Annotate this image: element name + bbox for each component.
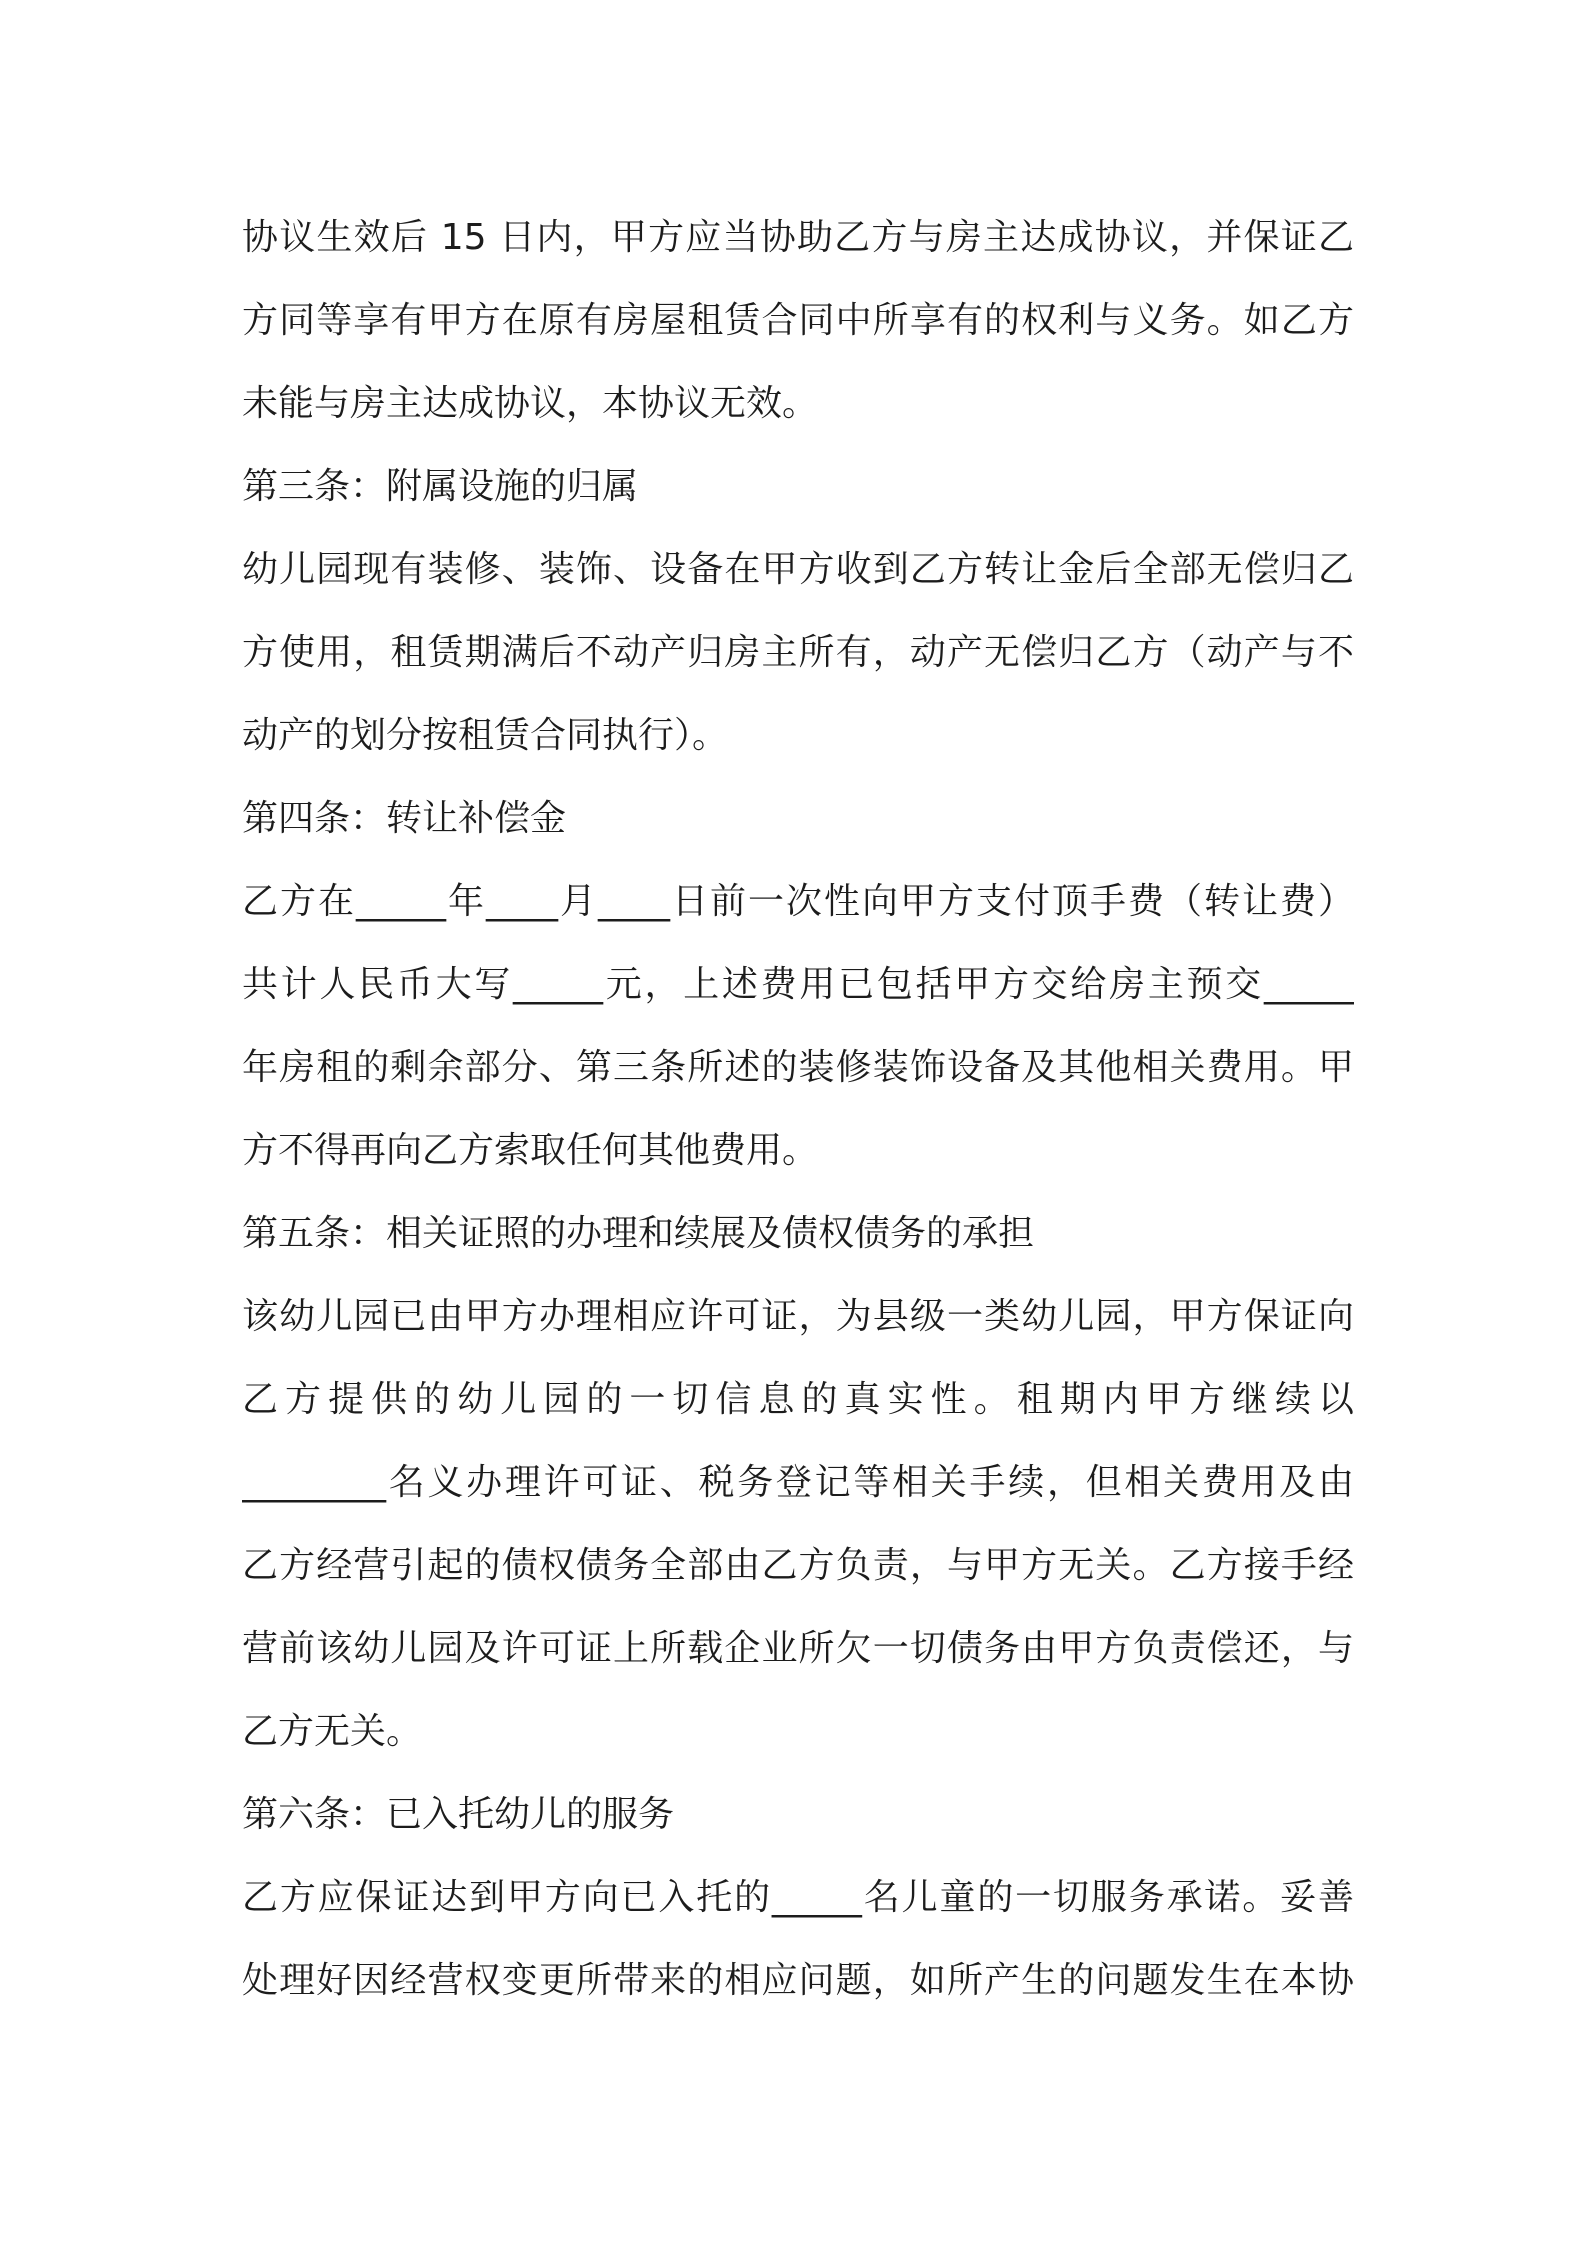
- paragraph-line: 乙方经营引起的债权债务全部由乙方负责，与甲方无关。乙方接手经: [242, 1545, 1354, 1586]
- paragraph-line: 该幼儿园已由甲方办理相应许可证，为县级一类幼儿园，甲方保证向: [242, 1296, 1354, 1337]
- paragraph-line: 方不得再向乙方索取任何其他费用。: [242, 1130, 819, 1171]
- paragraph-line: 协议生效后 15 日内，甲方应当协助乙方与房主达成协议，并保证乙: [242, 217, 1354, 258]
- article-3-heading: 第三条：附属设施的归属: [242, 466, 639, 507]
- paragraph-line: 幼儿园现有装修、装饰、设备在甲方收到乙方转让金后全部无偿归乙: [242, 549, 1354, 590]
- paragraph-line: 年房租的剩余部分、第三条所述的装修装饰设备及其他相关费用。甲: [242, 1047, 1354, 1088]
- document-body: [242, 196, 1354, 2022]
- paragraph-line: 乙方应保证达到甲方向已入托的_____名儿童的一切服务承诺。妥善: [242, 1877, 1354, 1918]
- article-6-heading: 第六条：已入托幼儿的服务: [242, 1794, 675, 1835]
- paragraph-line: ________名义办理许可证、税务登记等相关手续，但相关费用及由: [242, 1462, 1354, 1503]
- paragraph-line: 未能与房主达成协议，本协议无效。: [242, 383, 819, 424]
- paragraph-line: 处理好因经营权变更所带来的相应问题，如所产生的问题发生在本协: [242, 1960, 1354, 2001]
- article-4-heading: 第四条：转让补偿金: [242, 798, 567, 839]
- paragraph-line: 乙方无关。: [242, 1711, 423, 1752]
- article-5-heading: 第五条：相关证照的办理和续展及债权债务的承担: [242, 1213, 1035, 1254]
- paragraph-line: 乙方提供的幼儿园的一切信息的真实性。租期内甲方继续以: [242, 1379, 1354, 1420]
- paragraph-line: 共计人民币大写_____元，上述费用已包括甲方交给房主预交_____: [242, 964, 1354, 1005]
- paragraph-line: 动产的划分按租赁合同执行）。: [242, 715, 729, 756]
- paragraph-line: 营前该幼儿园及许可证上所载企业所欠一切债务由甲方负责偿还，与: [242, 1628, 1354, 1669]
- paragraph-line: 乙方在_____年____月____日前一次性向甲方支付顶手费（转让费）: [242, 881, 1354, 922]
- paragraph-line: 方同等享有甲方在原有房屋租赁合同中所享有的权利与义务。如乙方: [242, 300, 1354, 341]
- paragraph-line: 方使用，租赁期满后不动产归房主所有，动产无偿归乙方（动产与不: [242, 632, 1354, 673]
